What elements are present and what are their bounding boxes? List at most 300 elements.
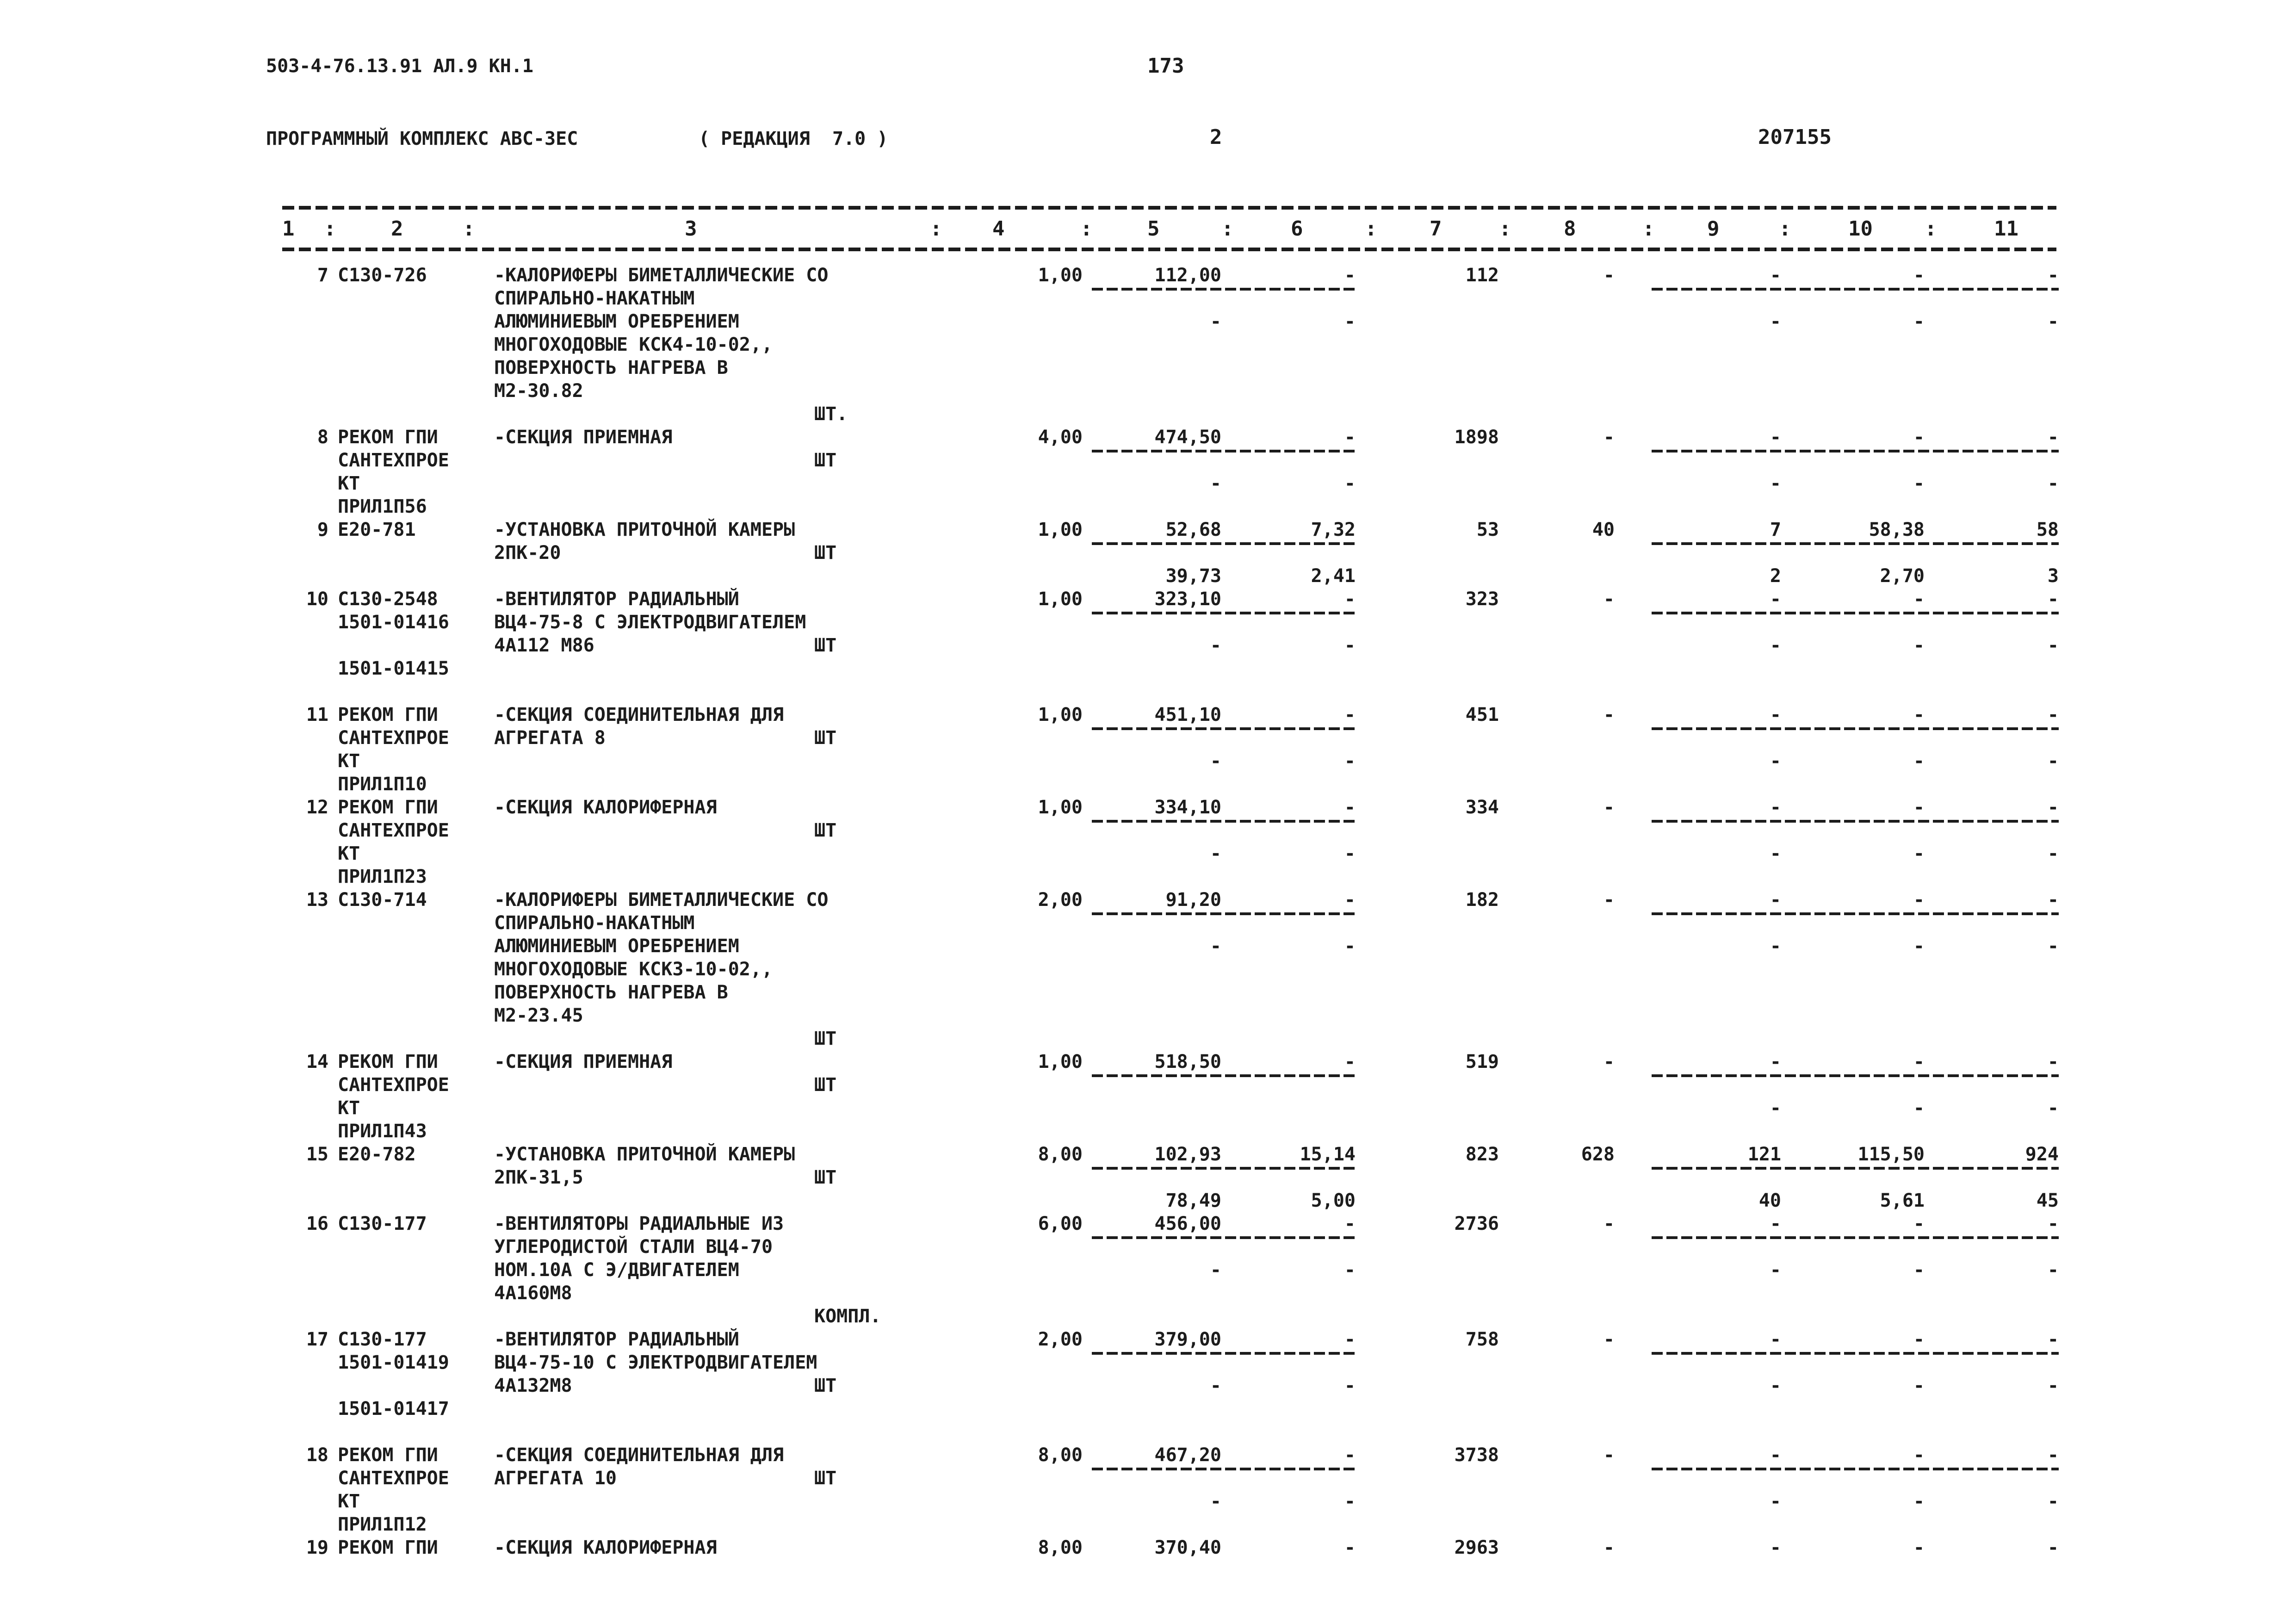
cell-c10: - — [1913, 427, 1925, 448]
subtotal-rule-cols-5-6 — [1092, 727, 1356, 730]
cell-c8: 628 — [1581, 1144, 1615, 1165]
subtotal-rule-cols-5-6 — [1092, 288, 1356, 291]
cell-c4: 1,00 — [1038, 1051, 1083, 1072]
cell-c5: 456,00 — [1154, 1213, 1221, 1234]
description-line: АЛЮМИНИЕВЫМ ОРЕБРЕНИЕМ — [494, 311, 739, 332]
cell-c6-second-line — [1240, 1097, 1356, 1120]
cell-c9-second-line: - — [1770, 1097, 1781, 1119]
cell-c6-second-line: - — [1344, 635, 1356, 656]
description-line: -КАЛОРИФЕРЫ БИМЕТАЛЛИЧЕСКИЕ СО — [494, 265, 829, 286]
cell-c9: - — [1770, 1329, 1781, 1350]
column-separator: : — [1080, 217, 1093, 241]
cell-c4: 1,00 — [1038, 704, 1083, 725]
cell-c10-second-line: - — [1913, 1375, 1925, 1396]
code-line: ПРИЛ1П43 — [338, 1121, 427, 1142]
cell-c6-second-line: - — [1344, 1259, 1356, 1281]
row-unit: ШТ — [814, 450, 837, 471]
cell-c7: 182 — [1465, 889, 1499, 911]
cell-c9: 121 — [1747, 1144, 1781, 1165]
cell-c10-second-line: - — [1913, 936, 1925, 957]
cell-c6: 7,32 — [1311, 519, 1356, 540]
cell-c5: 370,40 — [1154, 1537, 1221, 1558]
cell-c7: 451 — [1465, 704, 1499, 725]
cell-c10-second-line: - — [1913, 635, 1925, 656]
row-unit: ШТ — [814, 1375, 837, 1396]
cell-c10: 58,38 — [1869, 519, 1925, 540]
cell-c6: - — [1344, 1051, 1356, 1072]
cell-c5-second-line: - — [1210, 311, 1221, 332]
cell-c5-second-line: 39,73 — [1165, 565, 1221, 587]
row-description — [494, 426, 934, 449]
cell-c5: 467,20 — [1154, 1444, 1221, 1466]
description-line: МНОГОХОДОВЫЕ КСК4-10-02,, — [494, 334, 773, 355]
subtotal-rule-cols-9-11 — [1652, 820, 2059, 823]
cell-c10-second-line: 2,70 — [1880, 565, 1925, 587]
cell-c11-second-line: - — [2047, 1491, 2059, 1512]
row-number: 15 — [306, 1144, 328, 1165]
cell-c10-second-line: - — [1913, 843, 1925, 864]
cell-c4: 1,00 — [1038, 589, 1083, 610]
cell-c8: - — [1603, 1051, 1615, 1072]
cell-c4: 8,00 — [1038, 1144, 1083, 1165]
cell-c6: - — [1344, 704, 1356, 725]
description-line: 2ПК-20 — [494, 542, 561, 564]
row-code — [338, 1143, 490, 1166]
cell-c7: 334 — [1465, 797, 1499, 818]
cell-c7: 519 — [1465, 1051, 1499, 1072]
cell-c11: - — [2047, 1329, 2059, 1350]
cell-c6-second-line: - — [1344, 1491, 1356, 1512]
cell-c11-second-line: - — [2047, 473, 2059, 494]
description-line: 4А112 М86 — [494, 635, 594, 656]
cell-c9: 7 — [1770, 519, 1781, 540]
description-line: -ВЕНТИЛЯТОР РАДИАЛЬНЫЙ — [494, 1329, 739, 1350]
cell-c4: 2,00 — [1038, 1329, 1083, 1350]
code-line: КТ — [338, 473, 360, 494]
cell-c6-second-line: - — [1344, 750, 1356, 772]
column-header: 11 — [1994, 217, 2018, 241]
code-line: 1501-01419 — [338, 1352, 449, 1373]
cell-c6: 15,14 — [1300, 1144, 1356, 1165]
description-line: -СЕКЦИЯ СОЕДИНИТЕЛЬНАЯ ДЛЯ — [494, 704, 784, 725]
column-header: 1 — [282, 217, 295, 241]
cell-c6-second-line: 2,41 — [1311, 565, 1356, 587]
code-line: Е20-782 — [338, 1144, 416, 1165]
page-number: 173 — [1147, 54, 1184, 78]
cell-c4: 1,00 — [1038, 265, 1083, 286]
cell-c5: 112,00 — [1154, 265, 1221, 286]
code-line: САНТЕХПРОЕ — [338, 727, 449, 749]
cell-c5-second-line: - — [1210, 1259, 1221, 1281]
cell-c10: 115,50 — [1857, 1144, 1925, 1165]
cell-c11-second-line: 3 — [2047, 565, 2059, 587]
code-line: ПРИЛ1П10 — [338, 774, 427, 795]
row-code — [338, 1212, 490, 1235]
description-line: -СЕКЦИЯ ПРИЕМНАЯ — [494, 1051, 673, 1072]
subtotal-rule-cols-9-11 — [1652, 612, 2059, 614]
code-line: КТ — [338, 750, 360, 772]
cell-c11-second-line: - — [2047, 936, 2059, 957]
subtotal-rule-cols-9-11 — [1652, 727, 2059, 730]
cell-c11-second-line: - — [2047, 1097, 2059, 1119]
row-code — [338, 264, 490, 287]
cell-c10-second-line: - — [1913, 1097, 1925, 1119]
row-unit: ШТ — [814, 727, 837, 749]
cell-c11-second-line: - — [2047, 750, 2059, 772]
code-line: КТ — [338, 843, 360, 864]
cell-c11: 58 — [2036, 519, 2059, 540]
cell-c11: 924 — [2025, 1144, 2059, 1165]
subtotal-rule-cols-9-11 — [1652, 1468, 2059, 1470]
cell-c5-second-line: 78,49 — [1165, 1190, 1221, 1211]
row-number: 11 — [306, 704, 328, 725]
cell-c4: 1,00 — [1038, 797, 1083, 818]
cell-c8: - — [1603, 1329, 1615, 1350]
cell-c5: 379,00 — [1154, 1329, 1221, 1350]
description-line: АГРЕГАТА 8 — [494, 727, 606, 749]
subtotal-rule-cols-5-6 — [1092, 912, 1356, 915]
row-number: 8 — [317, 427, 328, 448]
cell-c5-second-line: - — [1210, 473, 1221, 494]
cell-c5-second-line: - — [1210, 936, 1221, 957]
row-description — [494, 1143, 934, 1189]
cell-c8: - — [1603, 265, 1615, 286]
cell-c9-second-line: - — [1770, 1259, 1781, 1281]
sheet-number: 2 — [1210, 125, 1222, 149]
cell-c10: - — [1913, 797, 1925, 818]
cell-c11-second-line: - — [2047, 635, 2059, 656]
cell-c10: - — [1913, 1213, 1925, 1234]
row-unit: ШТ — [814, 1468, 837, 1489]
cell-c9-second-line: - — [1770, 635, 1781, 656]
code-line: 1501-01417 — [338, 1398, 449, 1419]
row-description — [494, 588, 934, 657]
column-header: 9 — [1707, 217, 1720, 241]
cell-c10: - — [1913, 589, 1925, 610]
subtotal-rule-cols-5-6 — [1092, 1236, 1356, 1239]
table-top-rule — [282, 206, 2056, 210]
code-line: РЕКОМ ГПИ — [338, 1537, 438, 1558]
row-number: 16 — [306, 1213, 328, 1234]
cell-c10: - — [1913, 704, 1925, 725]
column-separator: : — [1499, 217, 1511, 241]
cell-c9-second-line: - — [1770, 750, 1781, 772]
row-code — [338, 1328, 490, 1420]
cell-c6: - — [1344, 1329, 1356, 1350]
cell-c10: - — [1913, 1537, 1925, 1558]
column-header: 6 — [1291, 217, 1303, 241]
description-line: УГЛЕРОДИСТОЙ СТАЛИ ВЦ4-70 — [494, 1236, 773, 1258]
description-line: -УСТАНОВКА ПРИТОЧНОЙ КАМЕРЫ — [494, 519, 795, 540]
description-line: -СЕКЦИЯ ПРИЕМНАЯ — [494, 427, 673, 448]
column-separator: : — [1925, 217, 1937, 241]
column-header: 3 — [685, 217, 697, 241]
cell-c11: - — [2047, 265, 2059, 286]
cell-c9: - — [1770, 1537, 1781, 1558]
cell-c7: 2736 — [1454, 1213, 1499, 1234]
cell-c9: - — [1770, 589, 1781, 610]
row-unit: ШТ. — [814, 403, 848, 425]
cell-c9: - — [1770, 1213, 1781, 1234]
cell-c7: 823 — [1465, 1144, 1499, 1165]
row-unit: ШТ — [814, 1167, 837, 1188]
cell-c5-second-line: - — [1210, 1491, 1221, 1512]
cell-c9: - — [1770, 704, 1781, 725]
cell-c5: 52,68 — [1165, 519, 1221, 540]
code-line: РЕКОМ ГПИ — [338, 1444, 438, 1466]
cell-c5-second-line: - — [1210, 1375, 1221, 1396]
cell-c11-second-line: - — [2047, 843, 2059, 864]
cell-c11: - — [2047, 1213, 2059, 1234]
cell-c10: - — [1913, 1051, 1925, 1072]
code-line: 1501-01416 — [338, 612, 449, 633]
description-line: -КАЛОРИФЕРЫ БИМЕТАЛЛИЧЕСКИЕ СО — [494, 889, 829, 911]
cell-c11-second-line: - — [2047, 1375, 2059, 1396]
cell-c5: 91,20 — [1165, 889, 1221, 911]
code-line: С130-726 — [338, 265, 427, 286]
column-header: 4 — [992, 217, 1005, 241]
code-line: 1501-01415 — [338, 658, 449, 679]
cell-c5-second-line: - — [1210, 750, 1221, 772]
cell-c8: - — [1603, 889, 1615, 911]
cell-c9: - — [1770, 1444, 1781, 1466]
row-description — [494, 1536, 934, 1559]
row-number: 10 — [306, 589, 328, 610]
subtotal-rule-cols-5-6 — [1092, 1074, 1356, 1077]
cell-c5-second-line: - — [1210, 635, 1221, 656]
doc-number: 207155 — [1758, 125, 1832, 149]
cell-c5: 323,10 — [1154, 589, 1221, 610]
code-line: САНТЕХПРОЕ — [338, 1074, 449, 1096]
cell-c11-second-line: - — [2047, 1259, 2059, 1281]
column-separator: : — [1221, 217, 1234, 241]
column-separator: : — [324, 217, 336, 241]
cell-c5: 102,93 — [1154, 1144, 1221, 1165]
column-header: 10 — [1848, 217, 1873, 241]
cell-c7: 323 — [1465, 589, 1499, 610]
cell-c5: 474,50 — [1154, 427, 1221, 448]
cell-c7: 2963 — [1454, 1537, 1499, 1558]
row-code — [338, 703, 490, 796]
cell-c8: - — [1603, 1213, 1615, 1234]
cell-c10: - — [1913, 1444, 1925, 1466]
description-line: 4А132М8 — [494, 1375, 572, 1396]
row-description — [494, 703, 934, 750]
code-line: ПРИЛ1П12 — [338, 1514, 427, 1535]
row-code — [338, 888, 490, 911]
code-line: КТ — [338, 1097, 360, 1119]
cell-c5: 451,10 — [1154, 704, 1221, 725]
description-line: 4А160М8 — [494, 1283, 572, 1304]
row-description — [494, 1212, 934, 1305]
code-line: САНТЕХПРОЕ — [338, 820, 449, 841]
program-name: ПРОГРАММНЫЙ КОМПЛЕКС АВС-3ЕС — [266, 128, 578, 149]
cell-c6: - — [1344, 1444, 1356, 1466]
cell-c6-second-line: - — [1344, 473, 1356, 494]
description-line: -УСТАНОВКА ПРИТОЧНОЙ КАМЕРЫ — [494, 1144, 795, 1165]
row-number: 17 — [306, 1329, 328, 1350]
column-separator: : — [463, 217, 475, 241]
row-number: 18 — [306, 1444, 328, 1466]
doc-code: 503-4-76.13.91 АЛ.9 КН.1 — [266, 56, 533, 77]
row-unit: ШТ — [814, 635, 837, 656]
subtotal-rule-cols-9-11 — [1652, 912, 2059, 915]
cell-c9-second-line: 40 — [1758, 1190, 1781, 1211]
description-line: -СЕКЦИЯ СОЕДИНИТЕЛЬНАЯ ДЛЯ — [494, 1444, 784, 1466]
cell-c10: - — [1913, 1329, 1925, 1350]
cell-c6-second-line: 5,00 — [1311, 1190, 1356, 1211]
cell-c6: - — [1344, 427, 1356, 448]
cell-c10: - — [1913, 265, 1925, 286]
cell-c6-second-line: - — [1344, 843, 1356, 864]
row-code — [338, 1536, 490, 1559]
column-header: 7 — [1430, 217, 1442, 241]
subtotal-rule-cols-9-11 — [1652, 1236, 2059, 1239]
column-header: 5 — [1147, 217, 1160, 241]
description-line: ПОВЕРХНОСТЬ НАГРЕВА В — [494, 357, 728, 378]
cell-c10-second-line: - — [1913, 750, 1925, 772]
code-line: С130-177 — [338, 1213, 427, 1234]
column-separator: : — [1365, 217, 1377, 241]
cell-c9: - — [1770, 265, 1781, 286]
code-line — [338, 1374, 490, 1397]
cell-c5-second-line: - — [1210, 843, 1221, 864]
code-line: Е20-781 — [338, 519, 416, 540]
cell-c4: 6,00 — [1038, 1213, 1083, 1234]
cell-c11-second-line: - — [2047, 311, 2059, 332]
column-header: 2 — [391, 217, 403, 241]
subtotal-rule-cols-9-11 — [1652, 450, 2059, 452]
code-line: РЕКОМ ГПИ — [338, 704, 438, 725]
cell-c9-second-line: - — [1770, 843, 1781, 864]
column-separator: : — [1642, 217, 1655, 241]
row-description — [494, 1328, 934, 1397]
row-code — [338, 1444, 490, 1536]
cell-c6-second-line: - — [1344, 311, 1356, 332]
row-number: 9 — [317, 519, 328, 540]
cell-c9: - — [1770, 1051, 1781, 1072]
table-header-rule — [282, 248, 2056, 251]
row-description — [494, 264, 934, 403]
cell-c8: - — [1603, 1444, 1615, 1466]
description-line: -СЕКЦИЯ КАЛОРИФЕРНАЯ — [494, 797, 717, 818]
cell-c4: 4,00 — [1038, 427, 1083, 448]
description-line: АГРЕГАТА 10 — [494, 1468, 617, 1489]
row-number: 7 — [317, 265, 328, 286]
description-line: СПИРАЛЬНО-НАКАТНЫМ — [494, 288, 695, 309]
row-code — [338, 796, 490, 888]
cell-c7: 53 — [1476, 519, 1499, 540]
cell-c4: 2,00 — [1038, 889, 1083, 911]
cell-c9: - — [1770, 889, 1781, 911]
cell-c9-second-line: - — [1770, 473, 1781, 494]
column-header: 8 — [1564, 217, 1576, 241]
row-code — [338, 518, 490, 541]
cell-c9-second-line: - — [1770, 936, 1781, 957]
code-line: САНТЕХПРОЕ — [338, 450, 449, 471]
cell-c11: - — [2047, 589, 2059, 610]
subtotal-rule-cols-9-11 — [1652, 1167, 2059, 1170]
cell-c7: 112 — [1465, 265, 1499, 286]
description-line: ВЦ4-75-10 С ЭЛЕКТРОДВИГАТЕЛЕМ — [494, 1352, 817, 1373]
row-description — [494, 796, 934, 819]
row-unit: ШТ — [814, 820, 837, 841]
description-line: ВЦ4-75-8 С ЭЛЕКТРОДВИГАТЕЛЕМ — [494, 612, 806, 633]
cell-c11: - — [2047, 889, 2059, 911]
cell-c5: 334,10 — [1154, 797, 1221, 818]
code-line: ПРИЛ1П56 — [338, 496, 427, 517]
code-line: САНТЕХПРОЕ — [338, 1468, 449, 1489]
cell-c4: 8,00 — [1038, 1537, 1083, 1558]
row-number: 19 — [306, 1537, 328, 1558]
description-line: 2ПК-31,5 — [494, 1167, 583, 1188]
cell-c6: - — [1344, 1213, 1356, 1234]
subtotal-rule-cols-9-11 — [1652, 542, 2059, 545]
cell-c7: 758 — [1465, 1329, 1499, 1350]
code-line: С130-2548 — [338, 589, 438, 610]
cell-c6: - — [1344, 589, 1356, 610]
row-description — [494, 518, 934, 564]
code-line: КТ — [338, 1491, 360, 1512]
subtotal-rule-cols-5-6 — [1092, 450, 1356, 452]
subtotal-rule-cols-5-6 — [1092, 1167, 1356, 1170]
subtotal-rule-cols-5-6 — [1092, 542, 1356, 545]
description-line: НОМ.10А С Э/ДВИГАТЕЛЕМ — [494, 1259, 739, 1281]
row-description — [494, 1444, 934, 1490]
code-line — [338, 634, 490, 657]
code-line: С130-177 — [338, 1329, 427, 1350]
cell-c6: - — [1344, 265, 1356, 286]
code-line: РЕКОМ ГПИ — [338, 797, 438, 818]
row-unit: ШТ — [814, 1028, 837, 1049]
cell-c9: - — [1770, 797, 1781, 818]
cell-c8: - — [1603, 1537, 1615, 1558]
cell-c7: 1898 — [1454, 427, 1499, 448]
cell-c7: 3738 — [1454, 1444, 1499, 1466]
cell-c5: 518,50 — [1154, 1051, 1221, 1072]
code-line: ПРИЛ1П23 — [338, 866, 427, 887]
cell-c10-second-line: - — [1913, 1491, 1925, 1512]
cell-c10-second-line: 5,61 — [1880, 1190, 1925, 1211]
row-code — [338, 588, 490, 680]
edition: ( РЕДАКЦИЯ 7.0 ) — [699, 128, 888, 149]
cell-c9-second-line: 2 — [1770, 565, 1781, 587]
subtotal-rule-cols-9-11 — [1652, 1074, 2059, 1077]
subtotal-rule-cols-5-6 — [1092, 1352, 1356, 1355]
description-line: -СЕКЦИЯ КАЛОРИФЕРНАЯ — [494, 1537, 717, 1558]
cell-c6: - — [1344, 797, 1356, 818]
cell-c9-second-line: - — [1770, 1491, 1781, 1512]
row-code — [338, 426, 490, 518]
description-line: -ВЕНТИЛЯТОРЫ РАДИАЛЬНЫЕ ИЗ — [494, 1213, 784, 1234]
cell-c9-second-line: - — [1770, 1375, 1781, 1396]
cell-c11: - — [2047, 797, 2059, 818]
cell-c4: 8,00 — [1038, 1444, 1083, 1466]
row-code — [338, 1050, 490, 1143]
description-line: АЛЮМИНИЕВЫМ ОРЕБРЕНИЕМ — [494, 936, 739, 957]
cell-c11: - — [2047, 1444, 2059, 1466]
cell-c6: - — [1344, 889, 1356, 911]
column-separator: : — [930, 217, 942, 241]
cell-c5-second-line — [1101, 1097, 1221, 1120]
cell-c6: - — [1344, 1537, 1356, 1558]
subtotal-rule-cols-5-6 — [1092, 612, 1356, 614]
subtotal-rule-cols-5-6 — [1092, 820, 1356, 823]
cell-c11: - — [2047, 1537, 2059, 1558]
subtotal-rule-cols-9-11 — [1652, 288, 2059, 291]
cell-c9-second-line: - — [1770, 311, 1781, 332]
description-line: М2-23.45 — [494, 1005, 583, 1026]
